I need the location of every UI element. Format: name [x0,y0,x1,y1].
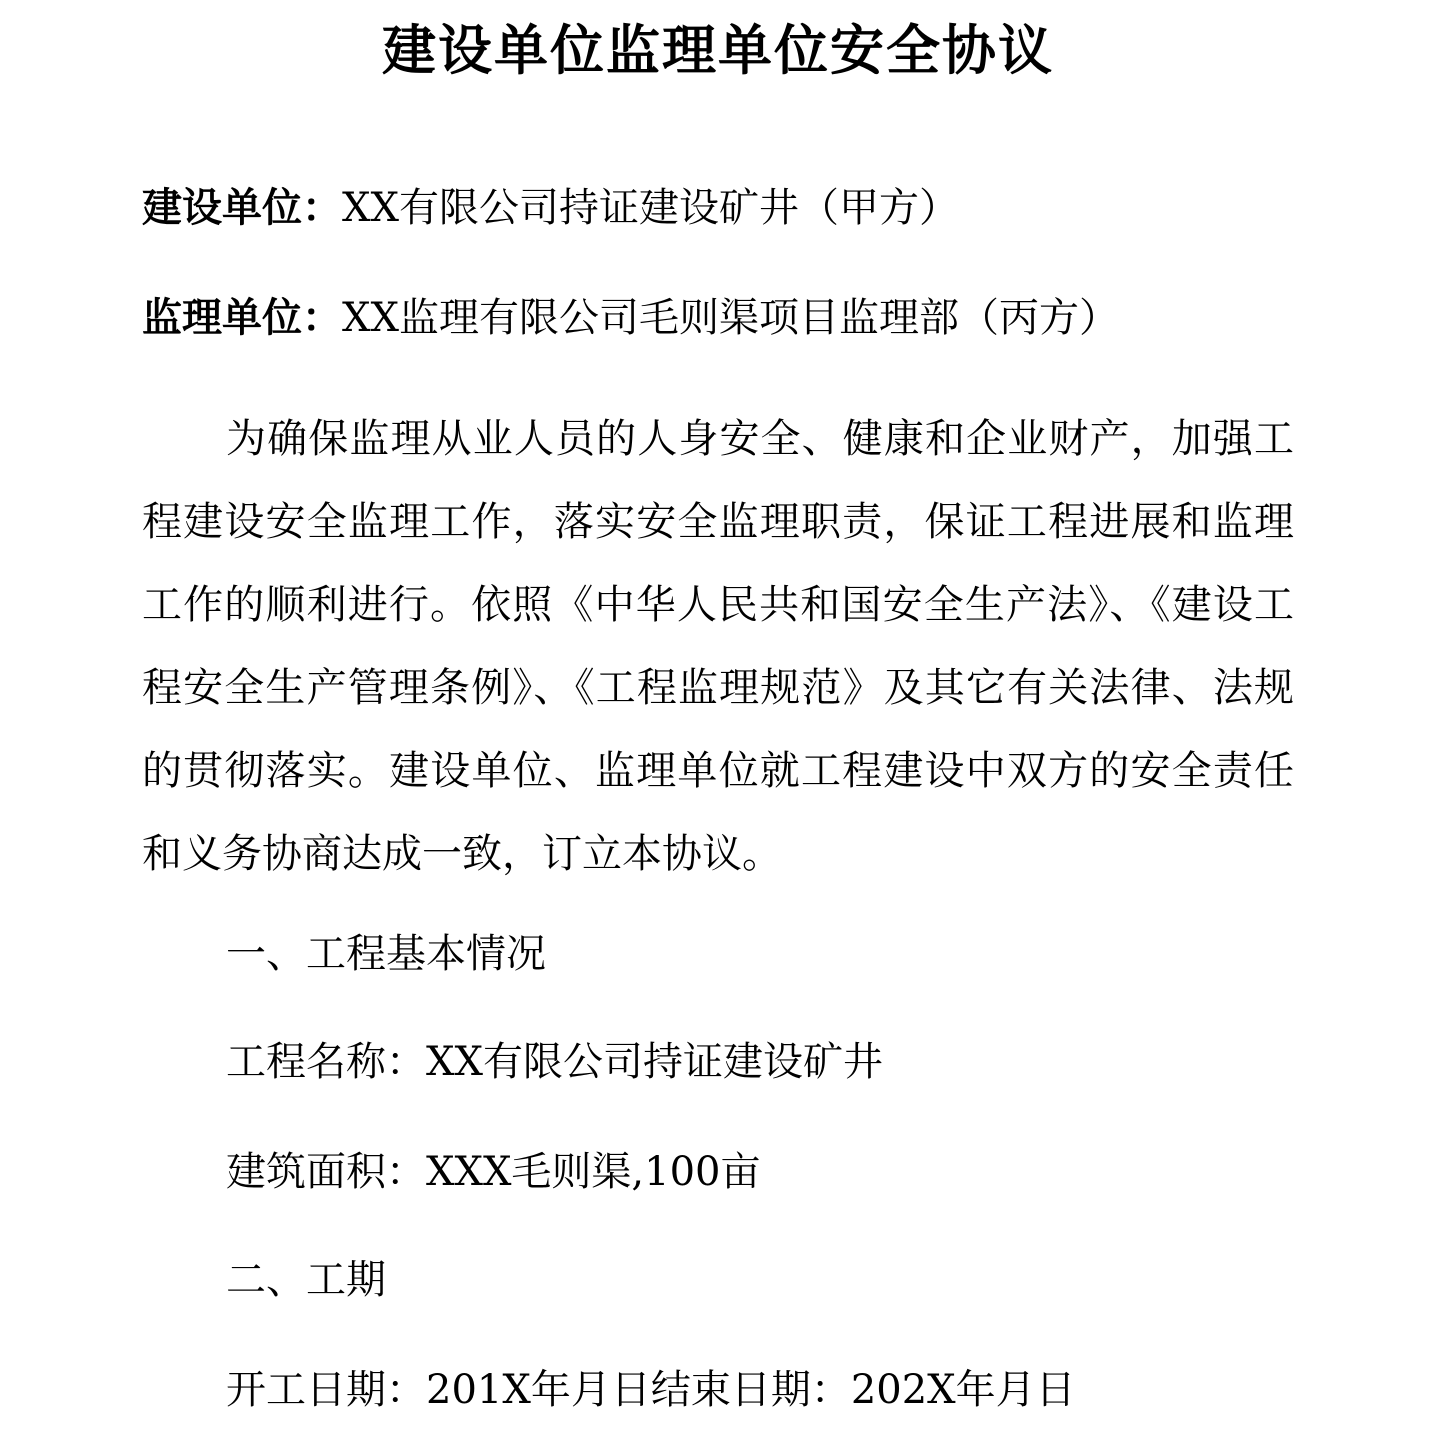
party-c-value: XX监理有限公司毛则渠项目监理部（丙方） [342,295,1119,341]
party-a-value: XX有限公司持证建设矿井（甲方） [342,185,959,231]
section2-heading: 二、工期 [226,1257,386,1303]
document-title: 建设单位监理单位安全协议 [382,18,1054,82]
building-area-line: 建筑面积：XXX毛则渠,100亩 [226,1149,761,1195]
party-c-label: 监理单位： [142,294,342,341]
project-name-line: 工程名称：XX有限公司持证建设矿井 [226,1039,883,1085]
section1-heading: 一、工程基本情况 [226,931,546,977]
party-a-line [142,180,959,236]
schedule-line: 开工日期：201X年月日结束日期：202X年月日 [226,1367,1076,1413]
party-a-label: 建设单位： [142,184,342,231]
party-c-line [142,290,1119,346]
intro-paragraph: 为确保监理从业人员的人身安全、健康和企业财产，加强工程建设安全监理工作，落实安全监理职责，保证工程进展和监理工作的顺利进行。依照《中华人民共和国安全生产法》、《建设工程安全生产管理条例》、《工程监理规范》及其它有关法律、法规的贯彻落实。建设单位、监理单位就工程建设中双方的安全责任和义务协商达成一致，订立本协议。 [142,416,1294,877]
